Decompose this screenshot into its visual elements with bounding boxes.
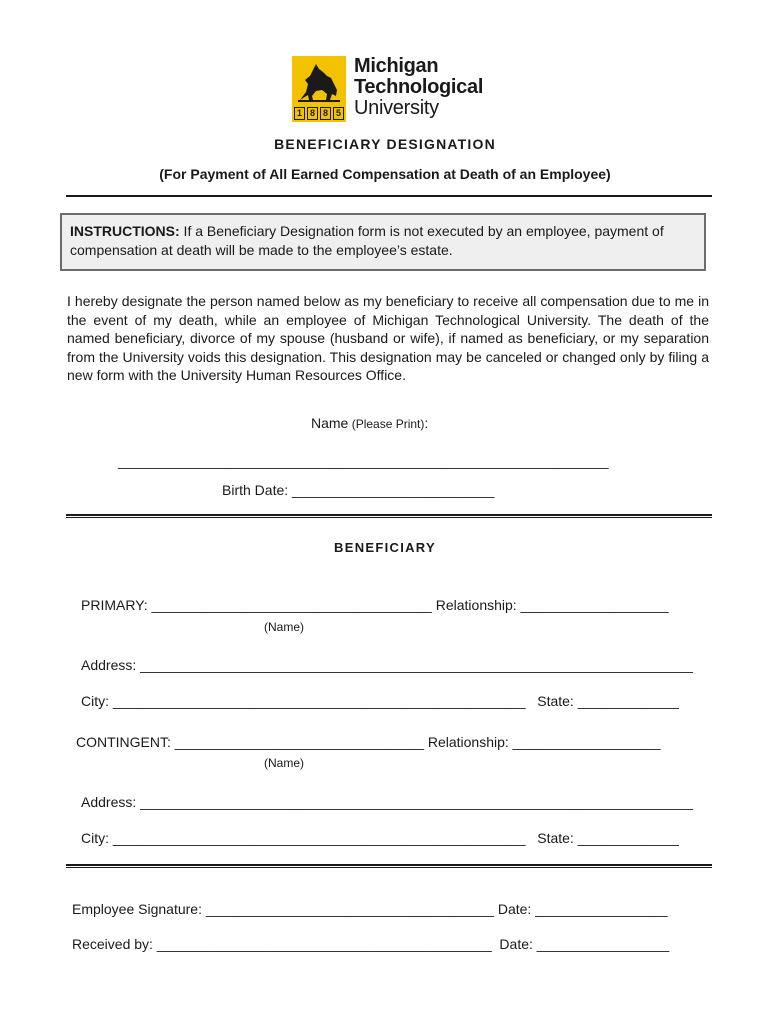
address-label: Address:: [81, 794, 141, 810]
logo-line-3: University: [354, 97, 439, 119]
contingent-name-field[interactable]: ________________________________: [174, 734, 424, 750]
designation-paragraph: I hereby designate the person named below as my beneficiary to receive all compensation due to me in the event of my death, while an employee of Michigan Technological University. The death of the named beneficiary, divorce of my spouse (husband or wife), if named as beneficiary, or my separation from the University voids this designation. This designation may be canceled or changed only by filing a new form with the University Human Resources Office.: [67, 293, 709, 383]
city-label: City:: [81, 693, 113, 709]
instructions-label: INSTRUCTIONS:: [70, 223, 180, 239]
received-by-row: [72, 936, 669, 952]
university-logo: [292, 56, 502, 122]
primary-label: PRIMARY:: [81, 597, 152, 613]
primary-address-field[interactable]: _______________________________________________________________________: [140, 657, 693, 673]
logo-line-1: Michigan: [354, 55, 439, 77]
logo-wordmark: [354, 56, 483, 119]
logo-emblem: [292, 56, 346, 122]
year-digit: 8: [307, 107, 318, 120]
received-date-field[interactable]: _________________: [536, 936, 670, 952]
contingent-address-field[interactable]: _______________________________________________________________________: [140, 794, 693, 810]
name-hint: (Please Print): [348, 417, 425, 431]
logo-line-2: Technological: [354, 76, 484, 98]
form-subtitle: (For Payment of All Earned Compensation at Death of an Employee): [159, 166, 611, 182]
signature-date-field[interactable]: _________________: [535, 901, 668, 917]
year-digit: 8: [320, 107, 331, 120]
contingent-city-field[interactable]: _____________________________________________________: [112, 830, 526, 846]
employee-signature-label: Employee Signature:: [72, 901, 206, 917]
husky-mascot-icon: [296, 60, 342, 104]
address-label: Address:: [81, 657, 141, 673]
employee-signature-field[interactable]: _____________________________________: [205, 901, 494, 917]
contingent-address-row: [81, 794, 693, 810]
date-label: Date:: [493, 901, 536, 917]
state-label: State:: [525, 693, 578, 709]
year-digit: 1: [294, 107, 305, 120]
received-by-label: Received by:: [72, 936, 157, 952]
received-by-field[interactable]: ___________________________________________: [156, 936, 492, 952]
form-title: BENEFICIARY DESIGNATION: [274, 136, 496, 152]
birth-date-field[interactable]: __________________________: [292, 482, 495, 498]
section-divider: [66, 514, 712, 518]
primary-city-row: [81, 693, 679, 709]
contingent-row: [76, 734, 661, 750]
name-label-text: Name: [311, 415, 349, 431]
instructions-text: If a Beneficiary Designation form is not executed by an employee, payment of compensation at death will be made to the employee’s estate.: [70, 223, 664, 258]
contingent-state-field[interactable]: _____________: [577, 830, 679, 846]
birth-date-label: Birth Date:: [222, 482, 293, 498]
contingent-city-row: [81, 830, 679, 846]
date-label: Date:: [491, 936, 537, 952]
header-divider: [66, 195, 712, 197]
relationship-label: Relationship:: [431, 597, 521, 613]
name-colon: :: [424, 415, 429, 431]
primary-name-field[interactable]: ____________________________________: [151, 597, 432, 613]
employee-name-label: [311, 415, 428, 431]
primary-row: [81, 597, 669, 613]
primary-state-field[interactable]: _____________: [577, 693, 679, 709]
beneficiary-heading: BENEFICIARY: [334, 540, 436, 555]
year-digit: 5: [333, 107, 344, 120]
primary-city-field[interactable]: _____________________________________________________: [112, 693, 526, 709]
state-label: State:: [525, 830, 578, 846]
employee-signature-row: [72, 901, 668, 917]
section-divider: [66, 864, 712, 868]
birth-date-row: [222, 482, 494, 498]
contingent-relationship-field[interactable]: ___________________: [512, 734, 661, 750]
primary-relationship-field[interactable]: ___________________: [520, 597, 669, 613]
primary-name-caption: (Name): [264, 620, 305, 634]
primary-address-row: [81, 657, 693, 673]
contingent-label: CONTINGENT:: [76, 734, 175, 750]
founding-year: [294, 107, 344, 120]
contingent-name-caption: (Name): [264, 756, 305, 770]
instructions-box: [60, 213, 706, 271]
employee-name-field[interactable]: _______________________________________________________________: [118, 453, 609, 469]
city-label: City:: [81, 830, 113, 846]
relationship-label: Relationship:: [423, 734, 513, 750]
